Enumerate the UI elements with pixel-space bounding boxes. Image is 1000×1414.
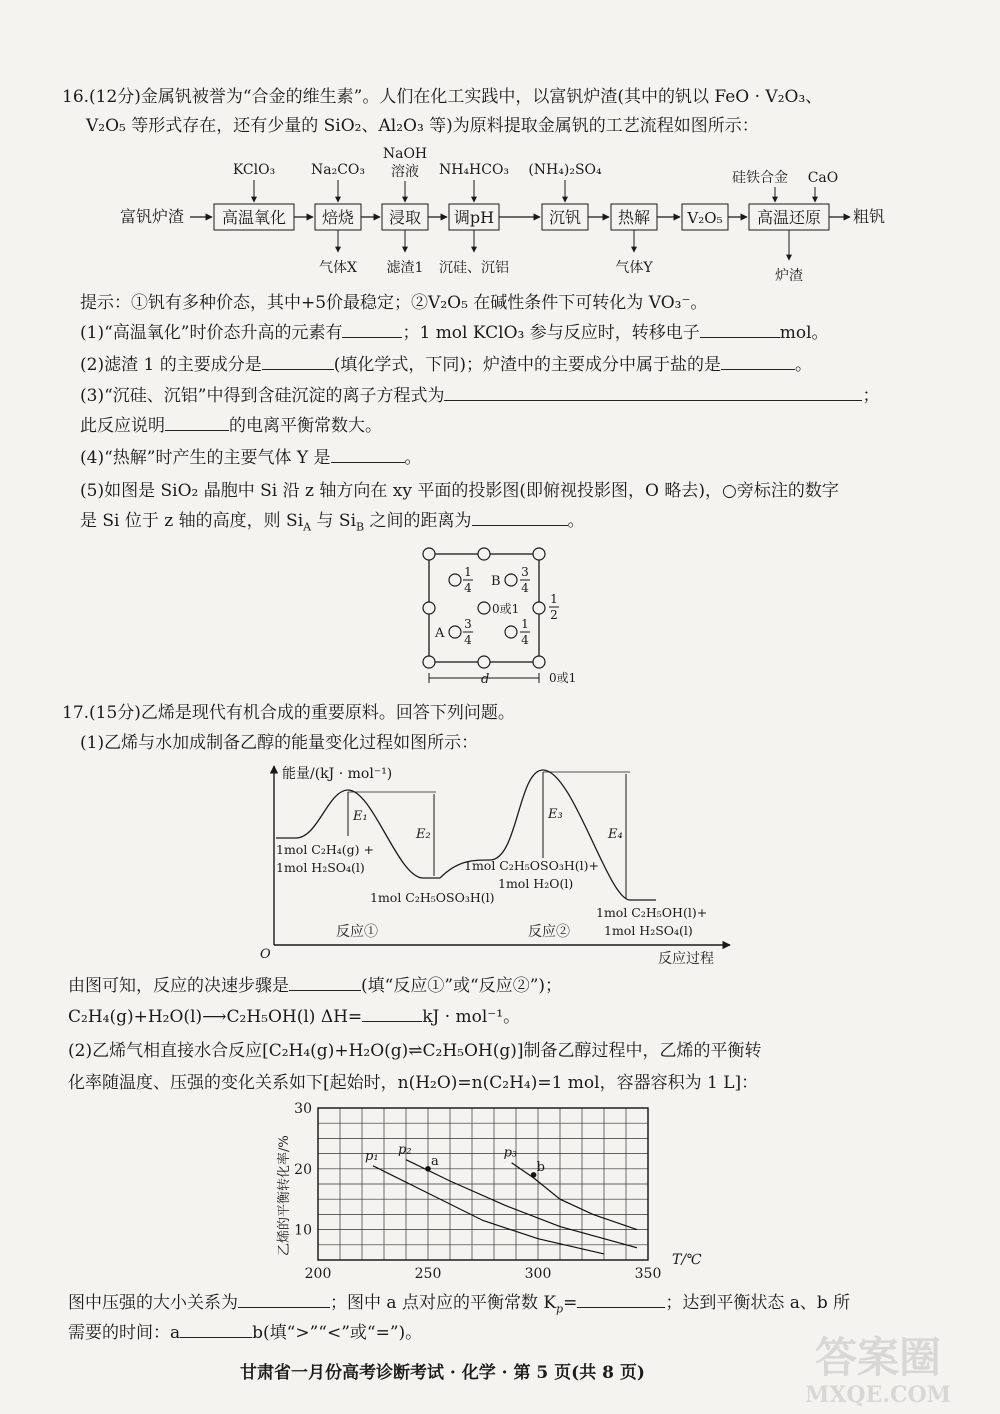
x-tick-label: 300 [524,1266,552,1282]
answer-blank[interactable] [721,355,795,370]
cell-label-b: B [491,574,501,589]
cell-label-5: 1 [550,592,558,606]
answer-blank[interactable] [342,323,402,338]
species-water: 1mol H₂O(l) [498,876,574,891]
y-tick-label: 30 [294,1101,312,1117]
q16-part3-cont [80,415,382,437]
y-tick-label: 20 [294,1161,312,1178]
energy-e1: E₁ [353,809,368,824]
q17-p1-q2 [68,1006,520,1028]
q17-p2-questions-cont [68,1322,422,1344]
process-flowchart [115,140,905,285]
q16-p3-text-a: (3)“沉硅、沉铝”中得到含硅沉淀的离子方程式为 [80,386,445,406]
energy-e2: E₂ [416,827,431,842]
flow-box-7: V₂O₅ [687,209,723,227]
species-intermediate: 1mol C₂H₅OSO₃H(l) [370,890,495,905]
output-gas-x: 气体X [319,260,357,276]
answer-blank[interactable] [577,1293,665,1308]
q17-part2: (2)乙烯气相直接水合反应[C₂H₄(g)+H₂O(g)⇌C₂H₅OH(g)]制备乙醇过程中，乙烯的平衡转 [68,1041,762,1061]
x-tick-label: 200 [304,1266,332,1282]
q17-p1-q1-text-b: (填“反应①”或“反应②”)； [361,976,563,996]
q17-p2-q-text-3: = [563,1293,578,1313]
energy-origin: O [260,947,271,962]
q16-p3-text-d: 的电离平衡常数大。 [229,416,382,436]
q17-p1-q2-text-a: C₂H₄(g)+H₂O(l)⟶C₂H₅OH(l) ΔH= [68,1007,363,1027]
flow-box-8: 高温还原 [756,208,822,227]
q17-title: 17.(15分)乙烯是现代有机合成的重要原料。回答下列问题。 [62,703,515,723]
data-point-label-b: b [536,1159,545,1175]
q16-p5-text-f: 之间的距离为 [364,511,472,531]
output-residue-1: 滤渣1 [386,260,424,276]
reagent-kclo3: KClO₃ [232,162,276,178]
flow-box-6: 热解 [617,208,651,227]
q16-p5-sub-a: A [303,520,312,534]
q16-p1-text-c: mol。 [779,323,829,343]
q16-p5-text-g: 。 [567,511,585,531]
cell-label-3: 3 [521,565,529,579]
sio2-cell-projection [415,540,615,690]
reaction-2-label: 反应② [528,924,570,940]
energy-diagram [258,760,738,970]
q17-p2-questions [68,1292,850,1320]
series-line-1 [373,1166,604,1254]
q17-p2-q-sub: p [556,1302,564,1316]
q17-p2-q-text-6: b(填“>”“<”或“=”)。 [252,1323,423,1343]
x-tick-label: 250 [414,1266,442,1282]
series-label-3: p₃ [503,1145,518,1161]
answer-blank[interactable] [289,976,361,991]
q16-hint: 提示：①钒有多种价态，其中+5价最稳定；②V₂O₅ 在碱性条件下可转化为 VO₃⁻。 [80,293,708,313]
q16-p1-text-b: ；1 mol KClO₃ 参与反应时，转移电子 [402,323,700,343]
reagent-nh4hco3: NH₄HCO₃ [438,162,510,178]
q16-p2-text-b: (填化学式，下同)；炉渣中的主要成分中属于盐的是 [333,355,721,375]
x-tick-label: 350 [634,1266,662,1282]
series-label-2: p₂ [398,1142,412,1158]
cell-label-7: 3 [464,617,472,631]
cell-label-center: 0或1 [492,602,520,616]
q17-p1-q1-text-a: 由图可知，反应的决速步骤是 [68,976,289,996]
q17-p2-q-text-2: ；图中 a 点对应的平衡常数 K [330,1293,557,1313]
flow-box-4: 调pH [453,208,495,227]
reagent-naoh: NaOH [382,146,428,162]
flow-end: 粗钒 [853,207,886,226]
cell-label-d: d [481,672,490,687]
q16-line2: V₂O₅ 等形式存在，还有少量的 SiO₂、Al₂O₃ 等)为原料提取金属钒的工艺流程如图所示： [86,116,759,136]
flow-box-1: 高温氧化 [221,208,287,227]
answer-blank[interactable] [444,386,862,401]
output-slag: 炉渣 [775,268,803,284]
q17-p2-q-text-1: 图中压强的大小关系为 [68,1293,238,1313]
q17-p2-q-text-4: ；达到平衡状态 a、b 所 [665,1293,851,1313]
reagent-naoh-solution: 溶液 [391,164,419,180]
data-point-a [425,1166,431,1172]
cell-label-4: 4 [521,581,529,595]
q16-part4 [80,447,422,469]
q17-p1-q2-text-b: kJ · mol⁻¹。 [422,1007,521,1027]
y-axis-label: 乙烯的平衡转化率/% [277,1135,292,1256]
answer-blank[interactable] [331,448,405,463]
energy-axis-label: 能量/(kJ · mol⁻¹) [282,766,393,782]
q16-p5-text-d: 与 Si [311,511,356,531]
q16-p4-text-a: (4)“热解”时产生的主要气体 Y 是 [80,448,331,468]
q16-part5-cont [80,510,585,538]
flow-box-5: 沉钒 [548,208,582,227]
series-line-2 [406,1160,637,1248]
q16-part1 [80,322,829,344]
answer-blank[interactable] [165,416,229,431]
reagent-cao: CaO [807,170,839,186]
cell-label-8: 4 [464,633,472,647]
q16-p4-text-b: 。 [404,448,422,468]
page-footer: 甘肃省一月份高考诊断考试 · 化学 · 第 5 页(共 8 页) [240,1363,645,1383]
q17-part1: (1)乙烯与水加成制备乙醇的能量变化过程如图所示： [80,733,479,753]
q16-p1-text-a: (1)“高温氧化”时价态升高的元素有 [80,323,343,343]
y-tick-label: 10 [294,1222,312,1239]
q16-p3-text-b: ； [862,386,880,406]
answer-blank[interactable] [362,1007,422,1022]
flow-start: 富钒炉渣 [120,207,185,226]
answer-blank[interactable] [238,1293,330,1308]
q17-p1-q1 [68,975,562,997]
watermark-text: 答案圈 [814,1333,941,1382]
reagent-na2co3: Na₂CO₃ [310,162,366,178]
q16-line1: 16.(12分)金属钒被誉为“合金的维生素”。人们在化工实践中，以富钒炉渣(其中的钒以 FeO · V₂O₃、 [62,87,823,107]
species-ethylene: 1mol C₂H₄(g) + [276,842,374,857]
answer-blank[interactable] [700,323,780,338]
flow-box-3: 浸取 [388,208,422,227]
answer-blank[interactable] [180,1323,252,1338]
species-h2so4: 1mol H₂SO₄(l) [276,860,365,875]
x-axis-label: T/℃ [672,1252,702,1268]
cell-label-corner: 0或1 [549,671,577,685]
q16-p2-text-c: 。 [794,355,812,375]
data-point-label-a: a [431,1153,439,1169]
q16-p2-text-a: (2)滤渣 1 的主要成分是 [80,355,262,375]
q16-p3-text-c: 此反应说明 [80,416,165,436]
energy-e4: E₄ [608,827,623,842]
reagent-ferrosilicon: 硅铁合金 [732,170,788,186]
reagent-nh4-2so4: (NH₄)₂SO₄ [528,162,602,178]
cell-label-10: 4 [521,633,529,647]
cell-label-6: 2 [550,608,558,622]
flow-box-2: 焙烧 [321,208,355,227]
species-ethanol: 1mol C₂H₅OH(l)+ [596,905,708,920]
watermark [778,1334,978,1414]
watermark-url: MXQE.COM [804,1382,952,1408]
cell-label-9: 1 [521,617,529,631]
q17-p2-q-text-5: 需要的时间：a [68,1323,181,1343]
q16-part3 [80,385,879,407]
reaction-1-label: 反应① [336,924,378,940]
q16-part5: (5)如图是 SiO₂ 晶胞中 Si 沿 z 轴方向在 xy 平面的投影图(即俯视投影图，O 略去)，○旁标注的数字 [80,481,839,501]
energy-e3: E₃ [548,807,563,822]
species-h2so4-product: 1mol H₂SO₄(l) [604,923,693,938]
q16-part2 [80,354,812,376]
answer-blank[interactable] [262,355,334,370]
species-intermediate-water: 1mol C₂H₅OSO₃H(l)+ [464,858,599,873]
answer-blank[interactable] [472,511,568,526]
cell-label-2: 4 [464,581,472,595]
q16-p5-sub-b: B [356,520,365,534]
series-label-1: p₁ [365,1148,379,1164]
cell-label-a: A [435,626,445,641]
series-line-3 [512,1163,637,1230]
output-gas-y: 气体Y [615,260,653,276]
q16-p5-text-b: 是 Si 位于 z 轴的高度，则 Si [80,511,304,531]
conversion-chart [270,1098,720,1288]
energy-x-label: 反应过程 [658,951,714,967]
q17-part2-cont: 化率随温度、压强的变化关系如下[起始时，n(H₂O)=n(C₂H₄)=1 mol，容器容积为 1 L]： [68,1073,759,1093]
cell-label-1: 1 [464,565,472,579]
output-si-al-precipitate: 沉硅、沉铝 [439,260,509,276]
data-point-b [531,1172,537,1178]
